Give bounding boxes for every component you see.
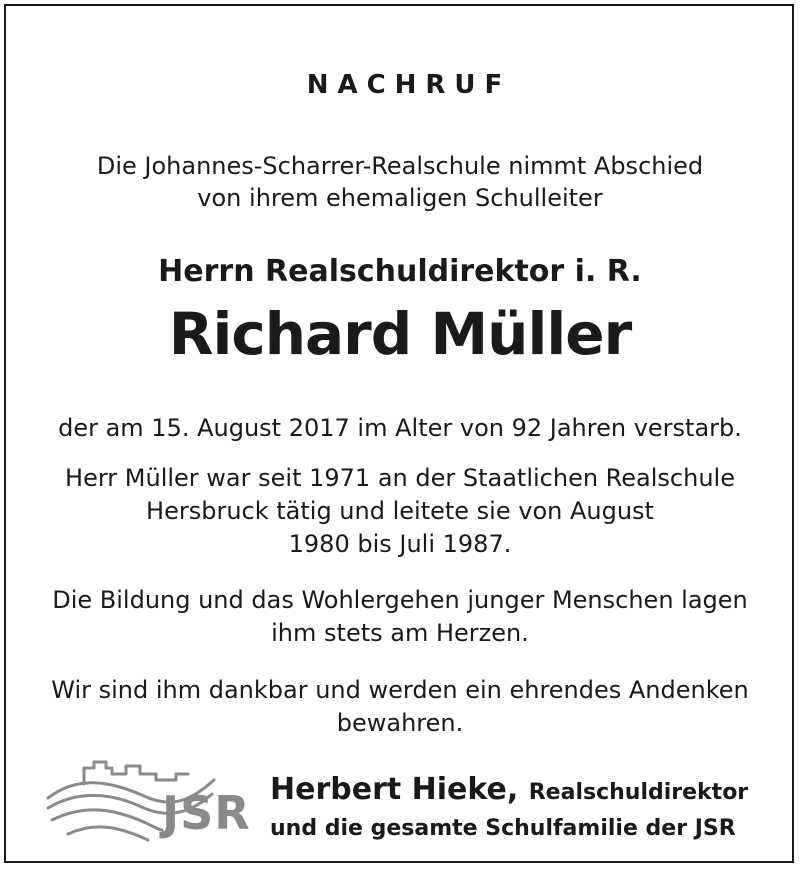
- tribute-paragraph: [0, 584, 800, 650]
- intro-line: Die Johannes-Scharrer-Realschule nimmt Abschied: [96, 152, 704, 180]
- career-line: Hersbruck tätig und leitete sie von August: [146, 497, 654, 525]
- title-prefix: Herrn Realschuldirektor i. R.: [158, 254, 642, 289]
- notice-heading: NACHRUF: [306, 70, 512, 100]
- intro-text: [0, 150, 800, 214]
- deceased-name: Richard Müller: [168, 300, 632, 368]
- signature-line2: und die gesamte Schulfamilie der JSR: [270, 816, 736, 841]
- closing-line: bewahren.: [336, 709, 464, 737]
- closing-paragraph: [0, 674, 800, 740]
- career-paragraph: [0, 462, 800, 561]
- tribute-line: ihm stets am Herzen.: [271, 619, 529, 647]
- tribute-line: Die Bildung und das Wohlergehen junger Menschen lagen: [52, 586, 748, 614]
- career-line: 1980 bis Juli 1987.: [288, 530, 512, 558]
- closing-line: Wir sind ihm dankbar und werden ein ehrendes Andenken: [51, 676, 749, 704]
- signer-title: Realschuldirektor: [528, 780, 749, 805]
- signature-line1: [270, 772, 748, 811]
- intro-line: von ihrem ehemaligen Schulleiter: [197, 184, 603, 212]
- death-statement: der am 15. August 2017 im Alter von 92 Jahren verstarb.: [58, 414, 742, 442]
- signer-name: Herbert Hieke,: [270, 772, 519, 807]
- logo-text: JSR: [162, 786, 251, 840]
- signature-block: [270, 772, 748, 845]
- career-line: Herr Müller war seit 1971 an der Staatlichen Realschule: [65, 464, 735, 492]
- school-logo: [44, 758, 251, 848]
